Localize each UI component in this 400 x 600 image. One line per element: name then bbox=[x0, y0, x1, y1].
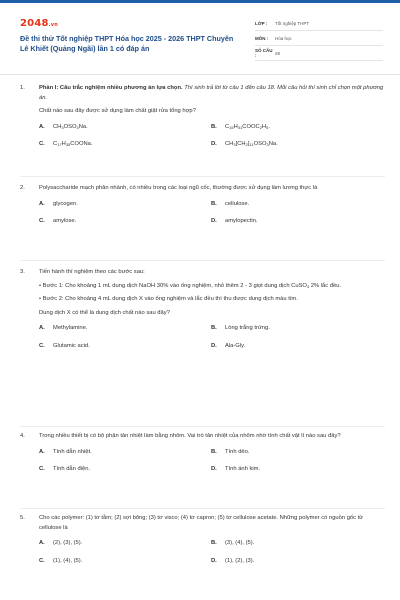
header-divider bbox=[0, 74, 400, 75]
question-stem: Cho các polymer: (1) tơ tằm; (2) sợi bông; (3) tơ visco; (4) tơ capron; (5) tơ cellulose acetate. Những polymer có nguồn gốc từ cellulose là bbox=[39, 515, 364, 531]
section-note: Thí sinh trả lời từ câu 1 đến câu 18. Mỗi câu hỏi thí sinh chỉ chọn một phương án. bbox=[39, 85, 384, 101]
option-b[interactable]: B. (3), (4), (5). bbox=[211, 540, 255, 546]
option-a[interactable]: A. glycogen. bbox=[39, 200, 78, 207]
option-c[interactable]: C. Glutamic acid. bbox=[39, 342, 90, 349]
site-logo[interactable]: 2048.vn bbox=[20, 18, 58, 29]
meta-row-count bbox=[255, 46, 383, 61]
question-1 bbox=[20, 84, 385, 150]
option-c[interactable]: C. Tính dẫn điện. bbox=[39, 466, 91, 472]
option-d[interactable]: D. $CH_3[CH_2]_{11}OSO_3Na$. bbox=[211, 141, 278, 147]
option-b[interactable]: B. Tính dẻo. bbox=[211, 448, 250, 455]
question-separator bbox=[20, 426, 385, 427]
option-b[interactable]: B. Lòng trắng trứng. bbox=[211, 325, 270, 331]
question-prompt: Dung dịch X có thể là dung dịch chất nào sau đây? bbox=[39, 309, 170, 316]
experiment-step-2: • Bước 2: Cho khoảng 4 mL dung dịch X vào ống nghiệm và lắc đều thì thu được dung dịch màu tím. bbox=[39, 296, 298, 302]
top-accent-bar bbox=[0, 0, 400, 3]
question-2 bbox=[20, 184, 385, 227]
question-stem: Chất nào sau đây được sử dụng làm chất giặt rửa tổng hợp? bbox=[39, 108, 196, 114]
option-a[interactable]: A. (2), (3), (5). bbox=[39, 540, 83, 546]
meta-value: Hóa học bbox=[275, 35, 292, 41]
answer-options bbox=[39, 324, 385, 351]
experiment-step-1: • Bước 1: Cho khoảng 1 mL dung dịch NaOH 30% vào ống nghiệm, nhỏ thêm 2 - 3 giọt dung dịch CuSO$_4$ 2% lắc đều. bbox=[39, 282, 342, 289]
question-separator bbox=[20, 508, 385, 509]
meta-label: LỚP : bbox=[255, 20, 268, 26]
question-number: 5. bbox=[20, 515, 25, 521]
meta-value: Tốt nghiệp THPT bbox=[275, 20, 310, 26]
exam-title: Đề thi thử Tốt nghiệp THPT Hóa học 2025 - 2026 THPT Chuyên Lê Khiết (Quảng Ngãi) lần 1 có đáp án bbox=[20, 34, 234, 53]
question-number: 4. bbox=[20, 433, 25, 439]
option-d[interactable]: D. Ala-Gly. bbox=[211, 342, 246, 349]
question-5 bbox=[20, 514, 385, 566]
option-c[interactable]: C. amylose. bbox=[39, 218, 77, 224]
section-instructions bbox=[39, 84, 385, 103]
question-separator bbox=[20, 176, 385, 177]
option-b[interactable]: B. $C_{15}H_{31}COOC_2H_5$. bbox=[211, 123, 270, 130]
option-a[interactable]: A. $CH_3OSO_3Na$. bbox=[39, 123, 88, 130]
meta-value: 28 bbox=[275, 50, 281, 56]
answer-options bbox=[39, 200, 385, 227]
option-b[interactable]: B. cellulose. bbox=[211, 200, 250, 207]
question-separator bbox=[20, 260, 385, 261]
section-title: Phần I: Câu trắc nghiệm nhiều phương án lựa chọn. bbox=[39, 85, 183, 91]
meta-label: MÔN : bbox=[255, 35, 269, 41]
option-a[interactable]: A. Methylamine. bbox=[39, 325, 88, 331]
exam-header bbox=[20, 14, 385, 69]
meta-label: SỐ CÂU : bbox=[255, 48, 273, 58]
question-number: 2. bbox=[20, 185, 25, 191]
option-d[interactable]: D. Tính ánh kim. bbox=[211, 466, 261, 472]
option-d[interactable]: D. amylopectin. bbox=[211, 218, 258, 224]
option-d[interactable]: D. (1), (2), (3). bbox=[211, 557, 255, 564]
question-number: 3. bbox=[20, 269, 25, 275]
option-a[interactable]: A. Tính dẫn nhiệt. bbox=[39, 448, 92, 455]
exam-meta bbox=[255, 16, 383, 61]
question-3 bbox=[20, 268, 385, 351]
option-c[interactable]: C. $C_{17}H_{35}COONa$. bbox=[39, 141, 93, 147]
answer-options bbox=[39, 123, 385, 150]
question-4 bbox=[20, 432, 385, 475]
answer-options bbox=[39, 448, 385, 475]
question-number: 1. bbox=[20, 85, 25, 91]
meta-row-class bbox=[255, 16, 383, 31]
option-c[interactable]: C. (1), (4), (5). bbox=[39, 557, 83, 564]
meta-row-subject bbox=[255, 31, 383, 46]
question-stem: Trong nhiều thiết bị có bộ phận tản nhiệt làm bằng nhôm. Vai trò tản nhiệt của nhôm nhờ tính chất vật lí nào sau đây? bbox=[39, 433, 341, 439]
question-stem: Polysaccharide mạch phân nhánh, có nhiều trong các loại ngũ cốc, thường được sử dụng làm lương thực là bbox=[39, 185, 318, 191]
answer-options bbox=[39, 539, 385, 566]
question-stem: Tiến hành thí nghiệm theo các bước sau: bbox=[39, 269, 145, 275]
